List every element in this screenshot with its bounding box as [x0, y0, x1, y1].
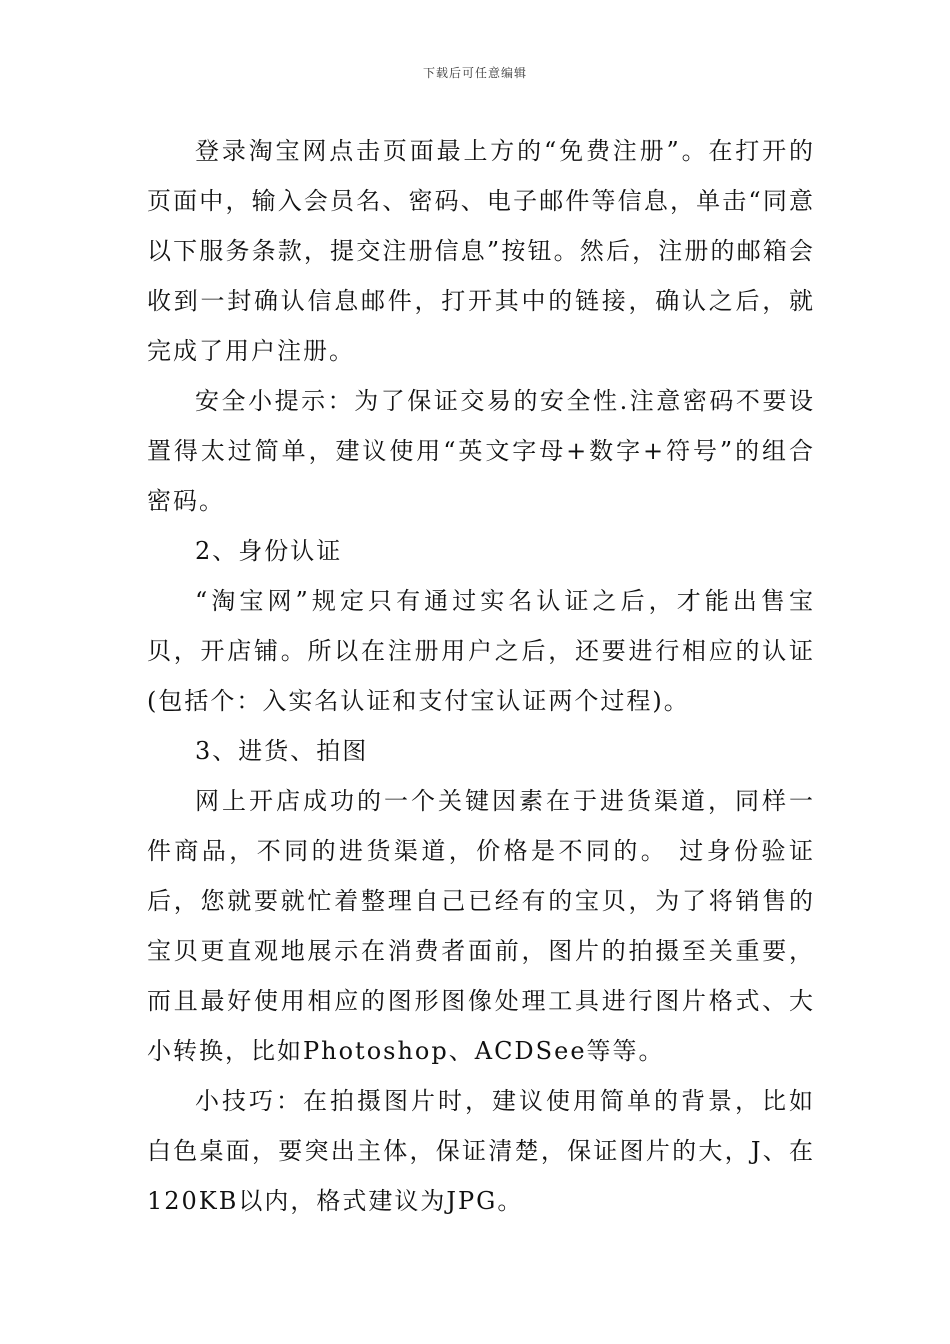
paragraph-photo-tip: 小技巧：在拍摄图片时，建议使用简单的背景，比如白色桌面，要突出主体，保证清楚，保证图片的大，J、在120KB以内，格式建议为JPG。	[147, 1087, 815, 1215]
paragraph-identity: “淘宝网”规定只有通过实名认证之后，才能出售宝贝，开店铺。所以在注册用户之后，还要进行相应的认证(包括个：入实名认证和支付宝认证两个过程)。	[147, 587, 815, 715]
document-body	[147, 126, 815, 1226]
section-heading-identity: 2、身份认证	[195, 537, 343, 565]
page-header: 下载后可任意编辑	[422, 66, 527, 80]
section-heading-purchasing: 3、进货、拍图	[195, 737, 369, 765]
paragraph-security-tip: 安全小提示：为了保证交易的安全性.注意密码不要设置得太过简单，建议使用“英文字母+数字+符号”的组合密码。	[147, 387, 815, 515]
paragraph-purchasing: 网上开店成功的一个关键因素在于进货渠道，同样一件商品，不同的进货渠道，价格是不同的。 过身份验证后，您就要就忙着整理自己已经有的宝贝，为了将销售的宝贝更直观地展示在消费者面前，图片的拍摄至关重要，而且最好使用相应的图形图像处理工具进行图片格式、大小转换，比如Photoshop、ACDSee等等。	[147, 787, 815, 1065]
paragraph-registration: 登录淘宝网点击页面最上方的“免费注册”。在打开的页面中，输入会员名、密码、电子邮件等信息，单击“同意以下服务条款，提交注册信息”按钮。然后，注册的邮箱会收到一封确认信息邮件，打开其中的链接，确认之后，就完成了用户注册。	[147, 137, 815, 365]
